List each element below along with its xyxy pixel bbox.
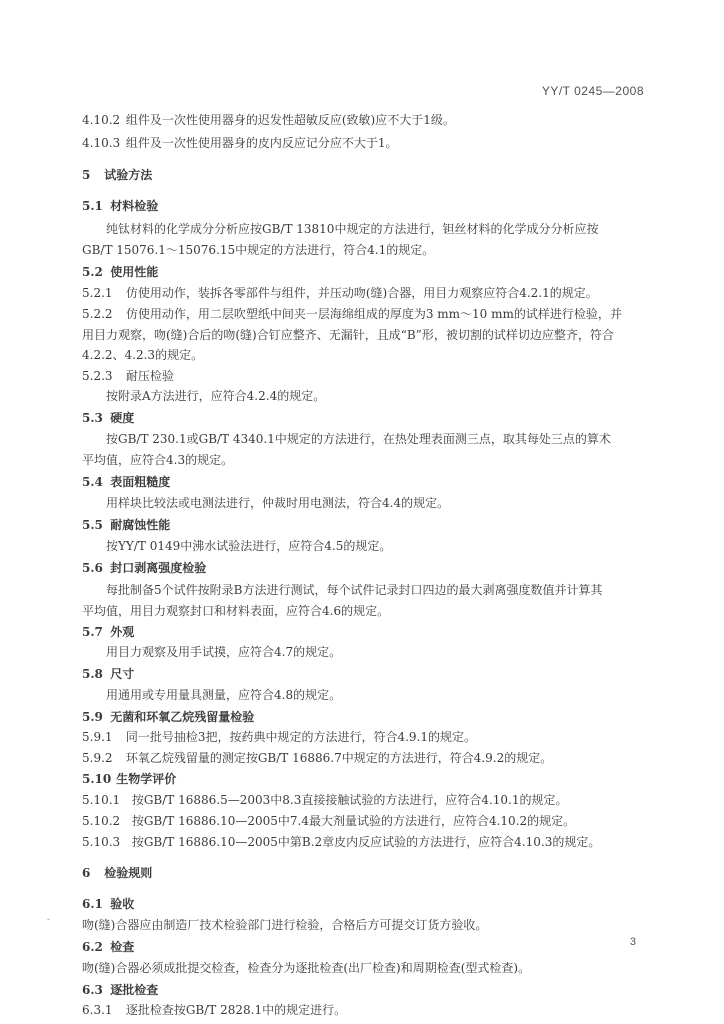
clause-number: 5.4 [82, 475, 103, 489]
clause-number: 5.10.1 [82, 793, 121, 807]
clause-number: 4.10.2 [82, 113, 121, 127]
clause-title: 硬度 [110, 411, 135, 425]
clause-number: 5.9 [82, 710, 103, 724]
clause-title: 外观 [110, 625, 135, 639]
clause-title: 材料检验 [110, 199, 159, 213]
clause-title: 生物学评价 [116, 772, 177, 786]
clause-5-6 [82, 561, 648, 576]
section-title: 试验方法 [104, 168, 153, 182]
clause-number: 4.10.3 [82, 136, 121, 150]
paragraph-line: 平均值，应符合4.3的规定。 [82, 453, 234, 467]
clause-5-9 [82, 710, 648, 725]
clause-text: 环氧乙烷残留量的测定按GB/T 16886.7中规定的方法进行，符合4.9.2的规定。 [125, 751, 553, 765]
clause-5-9-1 [82, 730, 648, 745]
clause-number: 5.1 [82, 199, 103, 213]
clause-5-10-3 [82, 835, 648, 850]
clause-5-9-2 [82, 751, 648, 766]
clause-title: 逐批检查 [110, 983, 159, 997]
section-5-heading [82, 168, 648, 183]
clause-5-10-2 [82, 814, 648, 829]
clause-text: 按GB/T 16886.5—2003中8.3直接接触试验的方法进行，应符合4.10.1的规定。 [131, 793, 568, 807]
section-title: 检验规则 [104, 866, 153, 880]
clause-number: 5.2.1 [82, 286, 113, 300]
paragraph-line: 用样块比较法或电测法进行，仲裁时用电测法，符合4.4的规定。 [106, 496, 450, 510]
clause-number: 5.10 [82, 772, 112, 786]
clause-number: 5.7 [82, 625, 103, 639]
clause-title: 耐压检验 [125, 369, 174, 383]
clause-title: 表面粗糙度 [110, 475, 171, 489]
clause-number: 5.3 [82, 411, 103, 425]
clause-text: 逐批检查按GB/T 2828.1中的规定进行。 [125, 1003, 347, 1017]
paragraph-line: 每批制备5个试件按附录B方法进行测试，每个试件记录封口四边的最大剥离强度数值并计算其 [106, 583, 603, 597]
clause-number: 5.9.1 [82, 730, 113, 744]
clause-title: 验收 [110, 897, 135, 911]
clause-5-5 [82, 518, 648, 533]
paragraph-line: 按GB/T 230.1或GB/T 4340.1中规定的方法进行，在热处理表面测三点，取其每处三点的算术 [106, 432, 611, 446]
section-number: 5 [82, 168, 91, 182]
paragraph-line: 4.2.2、4.2.3的规定。 [82, 348, 204, 362]
page-number: 3 [629, 936, 636, 948]
clause-number: 6.3.1 [82, 1003, 113, 1017]
clause-title: 使用性能 [110, 265, 159, 279]
clause-5-1 [82, 199, 648, 214]
paragraph-line: 按附录A方法进行，应符合4.2.4的规定。 [106, 389, 326, 403]
paragraph-line: 用通用或专用量具测量，应符合4.8的规定。 [106, 688, 342, 702]
paragraph-line: 平均值，用目力观察封口和材料表面，应符合4.6的规定。 [82, 604, 390, 618]
clause-5-10-1 [82, 793, 648, 808]
paragraph-line: 吻(缝)合器必须成批提交检查，检查分为逐批检查(出厂检查)和周期检查(型式检查)。 [82, 961, 531, 975]
clause-text: 组件及一次性使用器身的迟发性超敏反应(致敏)应不大于1级。 [125, 113, 455, 127]
clause-5-4 [82, 475, 648, 490]
scan-mark: - [47, 915, 51, 925]
paragraph-line: 纯钛材料的化学成分分析应按GB/T 13810中规定的方法进行，钽丝材料的化学成分分析应按 [106, 222, 599, 236]
clause-number: 5.2 [82, 265, 103, 279]
paragraph-line: 用目力观察，吻(缝)合后的吻(缝)合钉应整齐、无漏针，且成“B”形，被切割的试样切边应整齐，符合 [82, 328, 614, 342]
standard-code: YY/T 0245—2008 [541, 84, 644, 98]
clause-title: 无菌和环氧乙烷残留量检验 [110, 710, 255, 724]
clause-5-3 [82, 411, 648, 426]
clause-title: 封口剥离强度检验 [110, 561, 207, 575]
clause-6-3 [82, 983, 648, 998]
clause-5-2-3 [82, 369, 648, 384]
clause-5-7 [82, 625, 648, 640]
clause-5-2 [82, 265, 648, 280]
clause-number: 5.9.2 [82, 751, 113, 765]
clause-5-10 [82, 772, 648, 787]
clause-text: 按GB/T 16886.10—2005中7.4最大剂量试验的方法进行，应符合4.10.2的规定。 [131, 814, 576, 828]
clause-6-3-1 [82, 1003, 648, 1018]
clause-6-2 [82, 940, 648, 955]
clause-number: 5.2.3 [82, 369, 113, 383]
clause-text: 按GB/T 16886.10—2005中第B.2章皮内反应试验的方法进行，应符合4.10.3的规定。 [131, 835, 601, 849]
clause-text: 同一批号抽检3把，按药典中规定的方法进行，符合4.9.1的规定。 [125, 730, 476, 744]
clause-6-1 [82, 897, 648, 912]
clause-title: 耐腐蚀性能 [110, 518, 171, 532]
clause-5-2-1 [82, 286, 648, 301]
clause-4-10-2 [82, 113, 648, 128]
clause-number: 6.3 [82, 983, 103, 997]
clause-number: 6.2 [82, 940, 103, 954]
clause-5-8 [82, 667, 648, 682]
document-body [82, 113, 648, 1018]
paragraph-line: 用目力观察及用手试摸，应符合4.7的规定。 [106, 645, 342, 659]
paragraph-line: 吻(缝)合器应由制造厂技术检验部门进行检验，合格后方可提交订货方验收。 [82, 918, 488, 932]
clause-number: 5.5 [82, 518, 103, 532]
clause-text: 仿使用动作，用二层吹塑纸中间夹一层海绵组成的厚度为3 mm～10 mm的试样进行检验，并 [125, 307, 622, 321]
clause-number: 5.10.2 [82, 814, 121, 828]
clause-number: 5.2.2 [82, 307, 113, 321]
clause-number: 5.8 [82, 667, 103, 681]
clause-number: 5.6 [82, 561, 103, 575]
clause-text: 仿使用动作，装拆各零部件与组件，并压动吻(缝)合器，用目力观察应符合4.2.1的规定。 [125, 286, 598, 300]
clause-number: 5.10.3 [82, 835, 121, 849]
section-number: 6 [82, 866, 91, 880]
clause-title: 检查 [110, 940, 135, 954]
clause-title: 尺寸 [110, 667, 135, 681]
clause-4-10-3 [82, 136, 648, 151]
clause-number: 6.1 [82, 897, 103, 911]
paragraph-line: GB/T 15076.1～15076.15中规定的方法进行，符合4.1的规定。 [82, 243, 435, 257]
section-6-heading [82, 866, 648, 881]
clause-5-2-2 [82, 307, 648, 322]
paragraph-line: 按YY/T 0149中沸水试验法进行，应符合4.5的规定。 [106, 539, 392, 553]
clause-text: 组件及一次性使用器身的皮内反应记分应不大于1。 [125, 136, 398, 150]
